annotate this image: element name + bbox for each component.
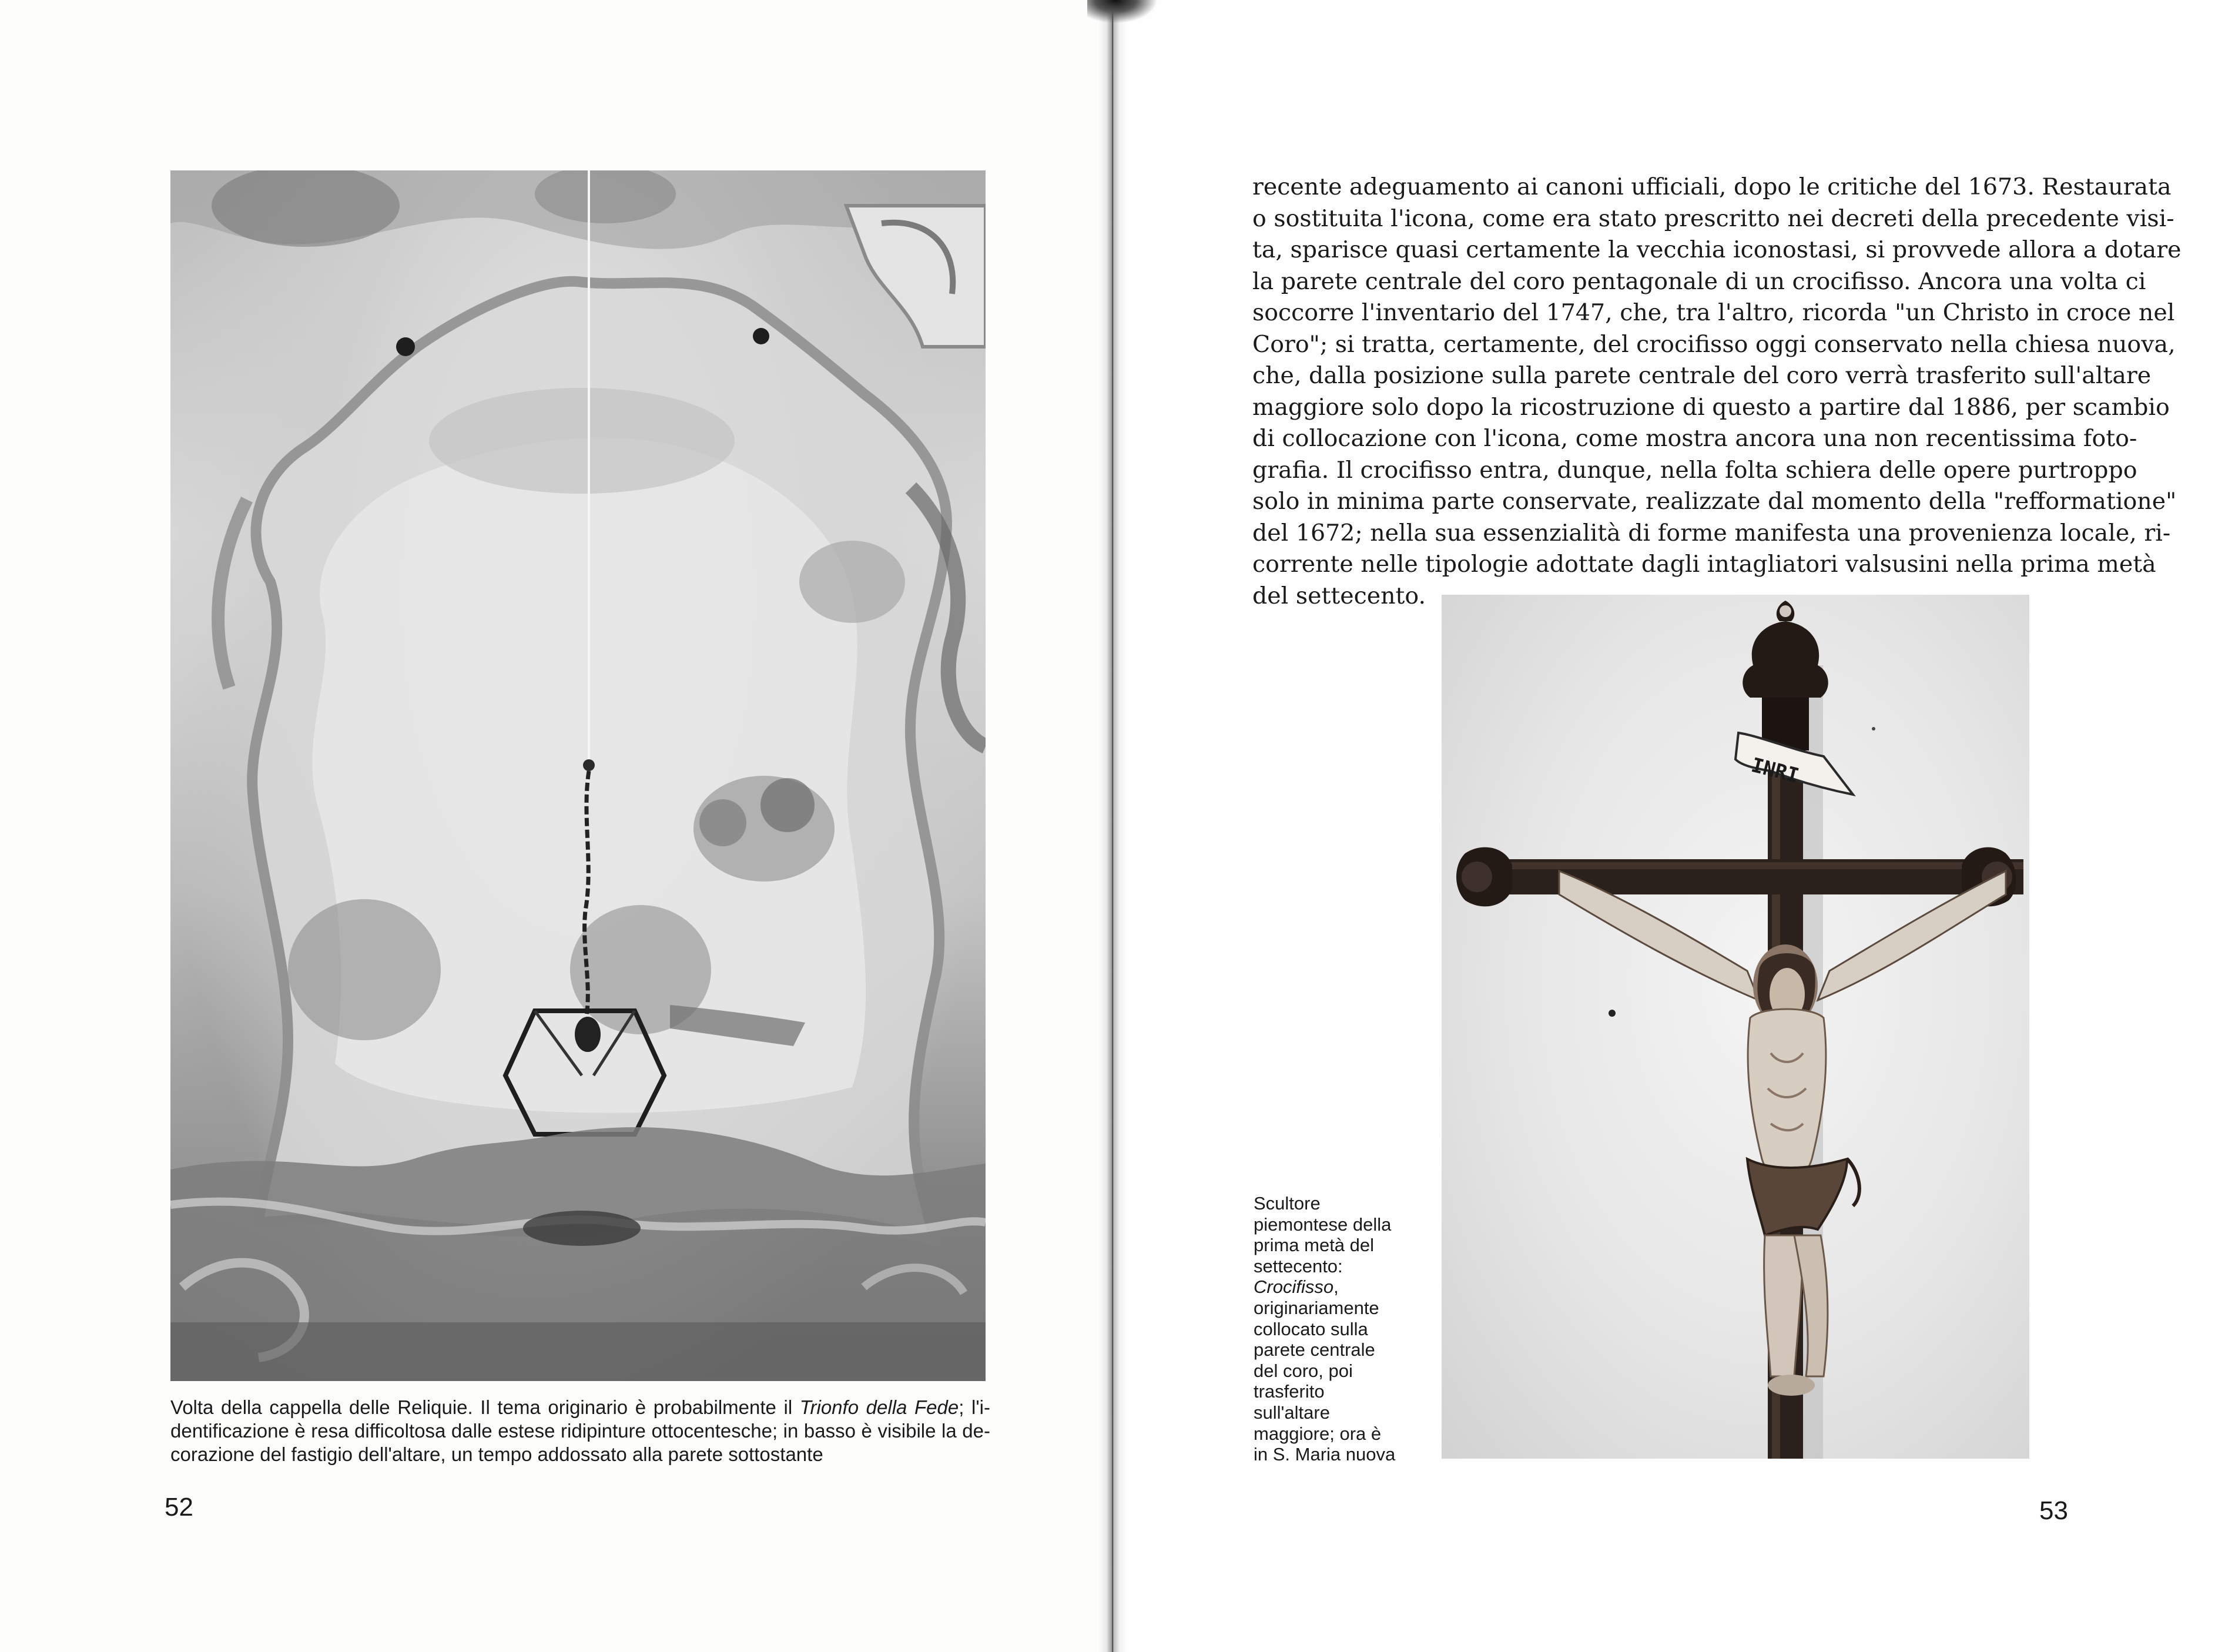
- caption-line: piemontese della: [1254, 1214, 1392, 1235]
- caption-line: del coro, poi: [1254, 1360, 1353, 1381]
- body-line: corrente nelle tipologie adottate dagli intagliatori valsusini nella prima metà: [1252, 551, 2156, 578]
- caption-line: originariamente: [1254, 1297, 1379, 1318]
- caption-line: sull'altare: [1254, 1402, 1330, 1423]
- left-figure-caption: [170, 1396, 990, 1466]
- body-line: Coro"; si tratta, certamente, del crocifisso oggi conservato nella chiesa nuova,: [1252, 330, 2176, 358]
- caption-line: collocato sulla: [1254, 1318, 1368, 1339]
- caption-line: settecento:: [1254, 1255, 1343, 1276]
- page-number-left: 52: [165, 1493, 193, 1522]
- body-line: soccorre l'inventario del 1747, che, tra l'altro, ricorda "un Christo in croce nel: [1252, 299, 2175, 326]
- caption-line: Crocifisso,: [1254, 1276, 1339, 1298]
- body-line: del 1672; nella sua essenzialità di forme manifesta una provenienza locale, ri-: [1252, 519, 2171, 547]
- caption-line: in S. Maria nuova: [1254, 1444, 1396, 1465]
- body-line: di collocazione con l'icona, come mostra ancora una non recentissima foto-: [1252, 425, 2137, 452]
- body-line: grafia. Il crocifisso entra, dunque, nella folta schiera delle opere purtroppo: [1252, 456, 2137, 484]
- caption-line: prima metà del: [1254, 1235, 1375, 1256]
- page-number-right: 53: [2039, 1496, 2068, 1525]
- body-text: [1252, 172, 2182, 612]
- body-line: recente adeguamento ai canoni ufficiali, dopo le critiche del 1673. Restaurata: [1252, 173, 2172, 200]
- caption-line: Scultore: [1254, 1193, 1321, 1214]
- binding-shadow: [1087, 0, 1158, 24]
- caption-line: maggiore; ora è: [1254, 1423, 1382, 1444]
- ceiling-fresco-photo: [170, 170, 986, 1381]
- body-line: maggiore solo dopo la ricostruzione di questo a partire dal 1886, per scambio: [1252, 393, 2170, 421]
- body-line: ta, sparisce quasi certamente la vecchia iconostasi, si provvede allora a dotare: [1252, 236, 2182, 263]
- caption-line: Volta della cappella delle Reliquie. Il tema originario è probabilmente il Trionfo della Fede; l'i-: [170, 1396, 990, 1418]
- ceiling-fresco-illustration: [170, 170, 986, 1381]
- crucifix-illustration: [1442, 595, 2029, 1459]
- body-line: del settecento.: [1252, 582, 1426, 609]
- inri-label: INRI: [1748, 753, 1801, 788]
- caption-line: parete centrale: [1254, 1339, 1375, 1361]
- right-figure-caption: [1254, 1193, 1442, 1465]
- caption-line: trasferito: [1254, 1381, 1325, 1402]
- caption-line: corazione del fastigio dell'altare, un tempo addossato alla parete sottostante: [170, 1443, 823, 1465]
- body-line: che, dalla posizione sulla parete centrale del coro verrà trasferito sull'altare: [1252, 362, 2152, 389]
- book-gutter: [1098, 0, 1127, 1652]
- crucifix-photo: [1442, 595, 2029, 1459]
- caption-line: dentificazione è resa difficoltosa dalle estese ridipinture ottocentesche; in basso è visibile la de-: [170, 1420, 990, 1442]
- body-line: la parete centrale del coro pentagonale di un crocifisso. Ancora una volta ci: [1252, 267, 2146, 295]
- body-line: solo in minima parte conservate, realizzate dal momento della "refformatione": [1252, 488, 2177, 515]
- body-line: o sostituita l'icona, come era stato prescritto nei decreti della precedente visi-: [1252, 205, 2174, 232]
